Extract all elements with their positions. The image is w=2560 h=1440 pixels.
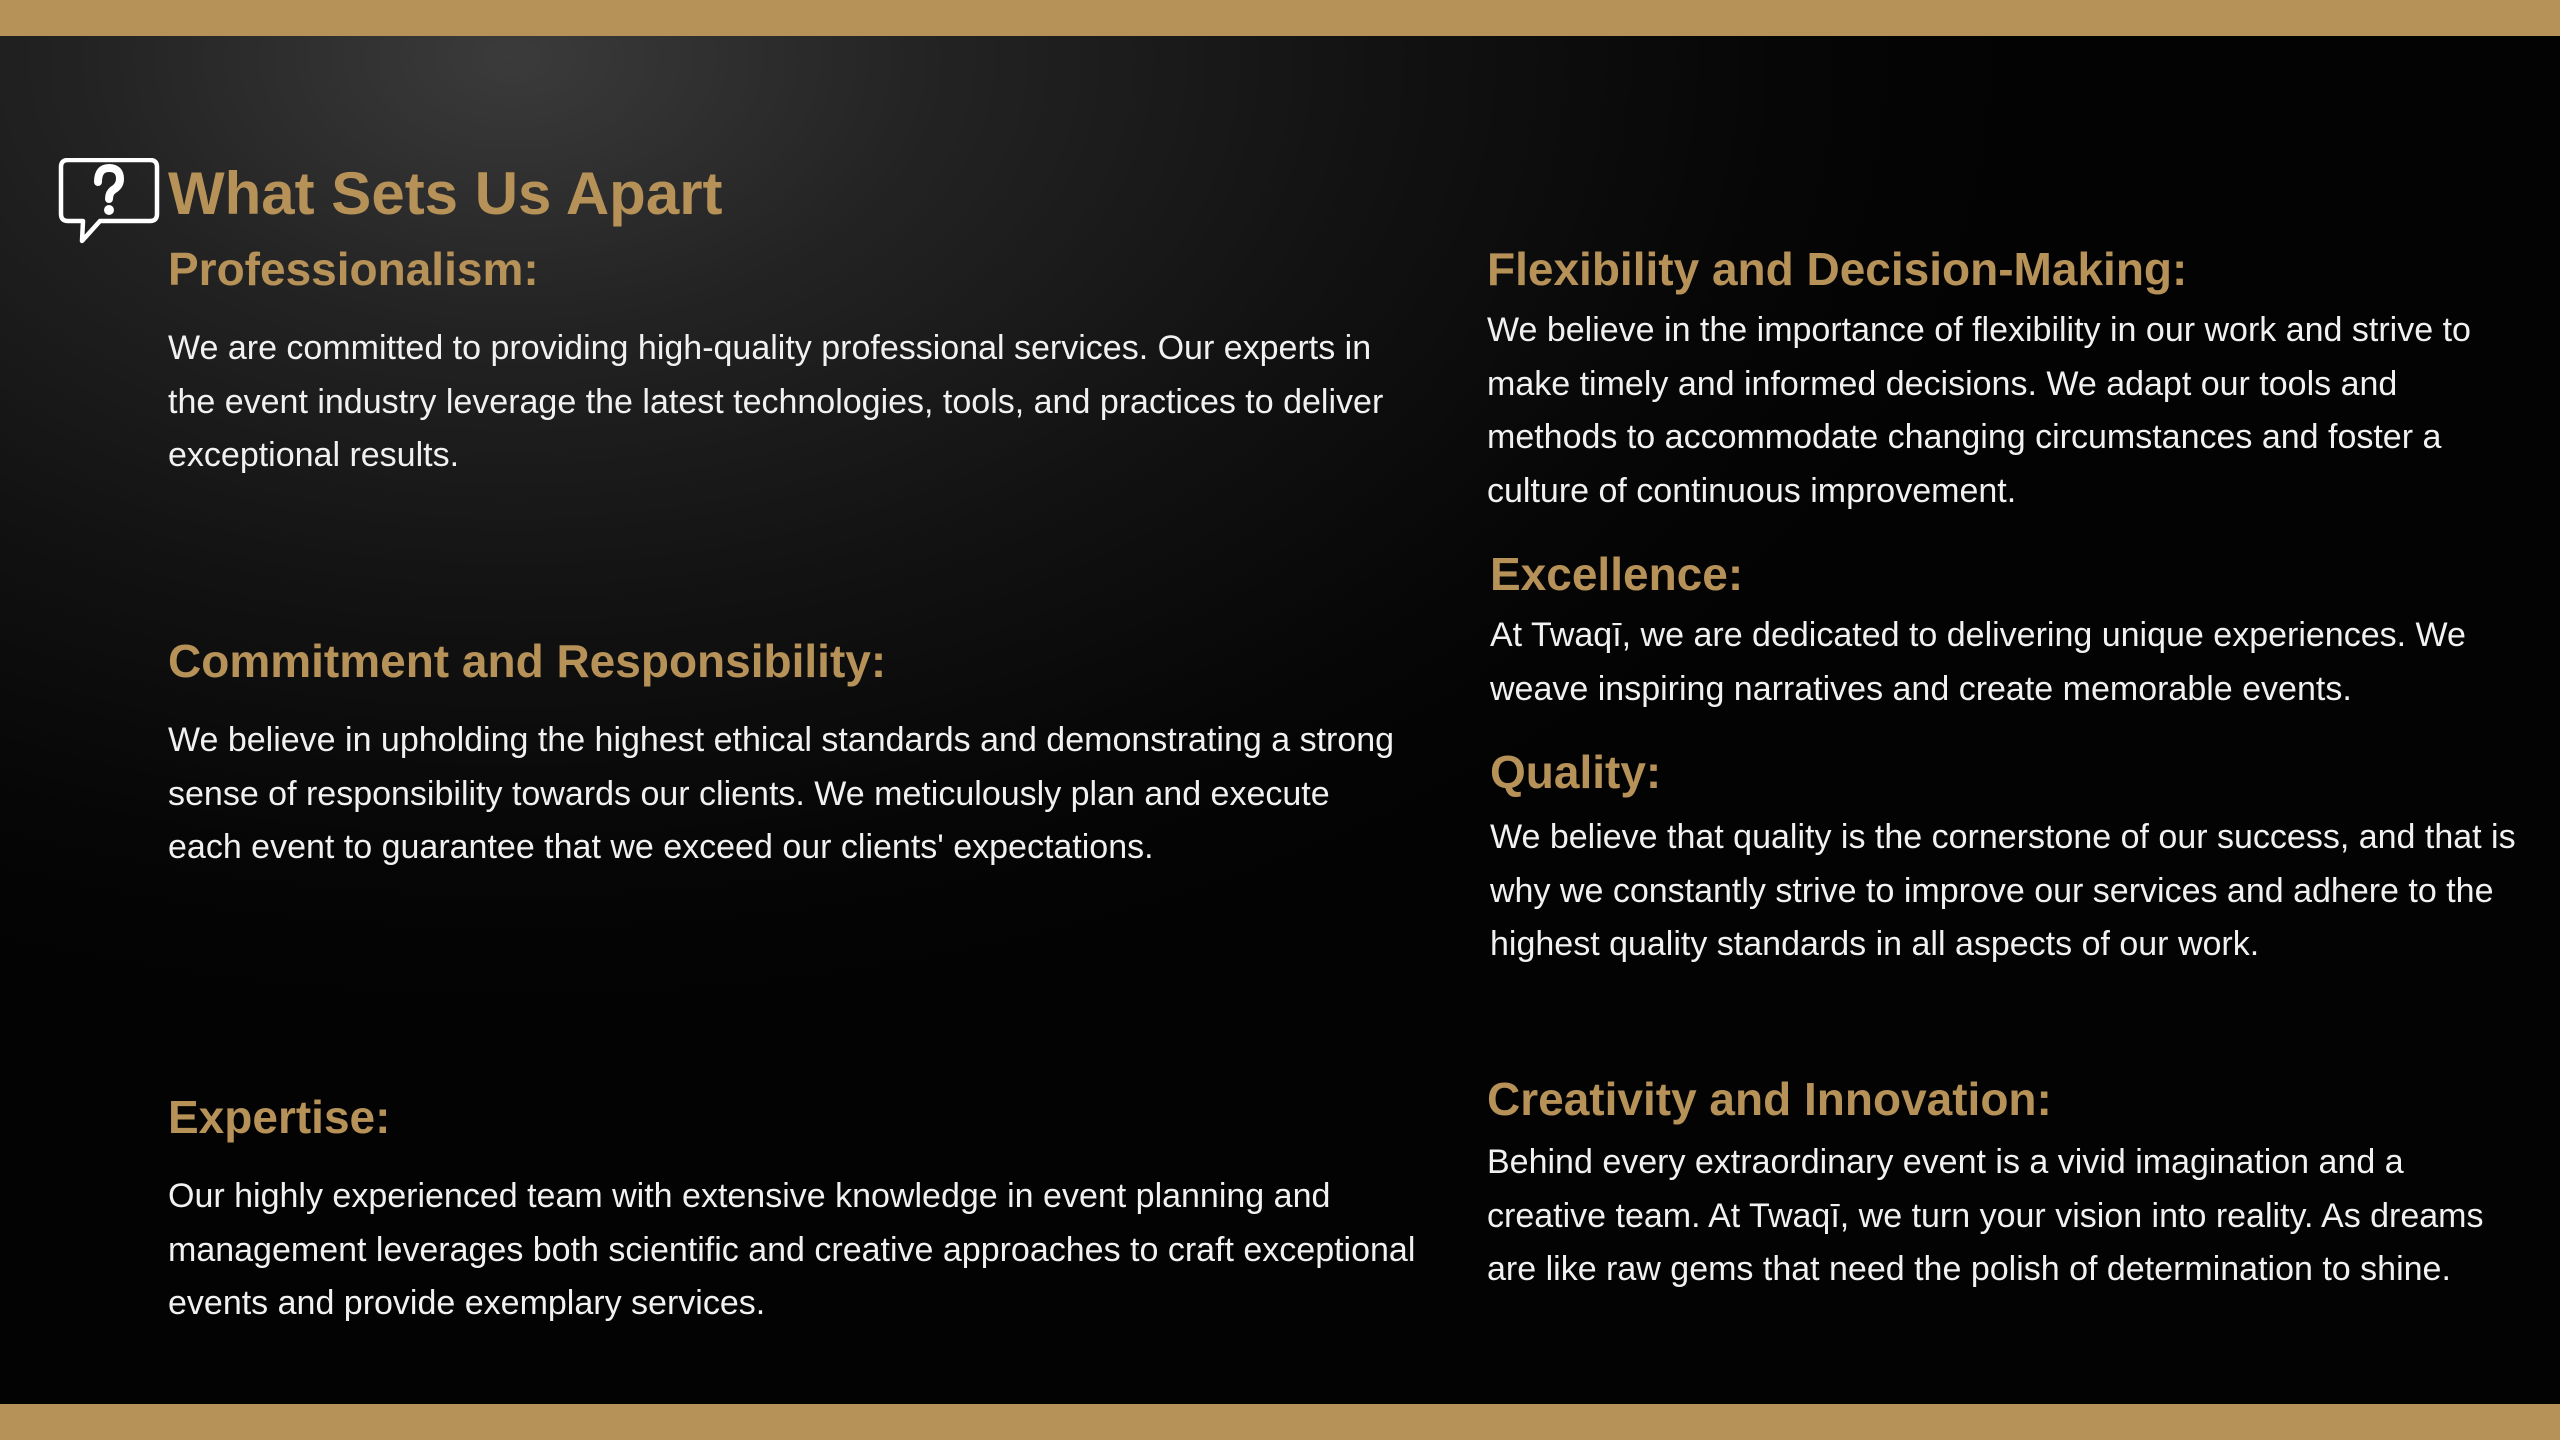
section-quality — [1490, 743, 2520, 972]
section-heading: Commitment and Responsibility: — [168, 635, 887, 687]
section-expertise — [168, 1088, 1428, 1331]
section-body: Behind every extraordinary event is a vivid imagination and a creative team. At Twaqī, we turn your vision into reality. As dreams are like raw gems that need the polish of determination to shine. — [1487, 1143, 2484, 1288]
page-title: What Sets Us Apart — [168, 160, 723, 227]
section-heading: Excellence: — [1490, 548, 1744, 600]
section-creativity-innovation — [1487, 1070, 2517, 1297]
section-heading: Creativity and Innovation: — [1487, 1073, 2052, 1125]
bottom-accent-band — [0, 1404, 2560, 1440]
section-body: We believe that quality is the cornerstone of our success, and that is why we constantly strive to improve our services and adhere to the highest quality standards in all aspects of our work. — [1490, 818, 2516, 963]
question-speech-bubble-icon — [58, 158, 160, 248]
section-heading: Quality: — [1490, 746, 1662, 798]
section-body: Our highly experienced team with extensive knowledge in event planning and management leverages both scientific and creative approaches to craft exceptional events and provide exemplary services. — [168, 1177, 1416, 1322]
section-body: We believe in upholding the highest ethical standards and demonstrating a strong sense of responsibility towards our clients. We meticulously plan and execute each event to guarantee that we exceed our clients' expectations. — [168, 721, 1395, 866]
section-flexibility-decision-making — [1487, 240, 2517, 518]
section-professionalism — [168, 240, 1408, 483]
section-heading: Professionalism: — [168, 243, 539, 295]
section-commitment-responsibility — [168, 632, 1408, 875]
section-heading: Flexibility and Decision-Making: — [1487, 243, 2188, 295]
section-body: At Twaqī, we are dedicated to delivering unique experiences. We weave inspiring narratives and create memorable events. — [1490, 616, 2466, 708]
section-heading: Expertise: — [168, 1091, 391, 1143]
section-body: We believe in the importance of flexibility in our work and strive to make timely and informed decisions. We adapt our tools and methods to accommodate changing circumstances and foster a culture of continuous improvement. — [1487, 311, 2471, 510]
section-body: We are committed to providing high-quality professional services. Our experts in the event industry leverage the latest technologies, tools, and practices to deliver exceptional results. — [168, 329, 1384, 474]
top-accent-band — [0, 0, 2560, 36]
section-excellence — [1490, 545, 2520, 716]
